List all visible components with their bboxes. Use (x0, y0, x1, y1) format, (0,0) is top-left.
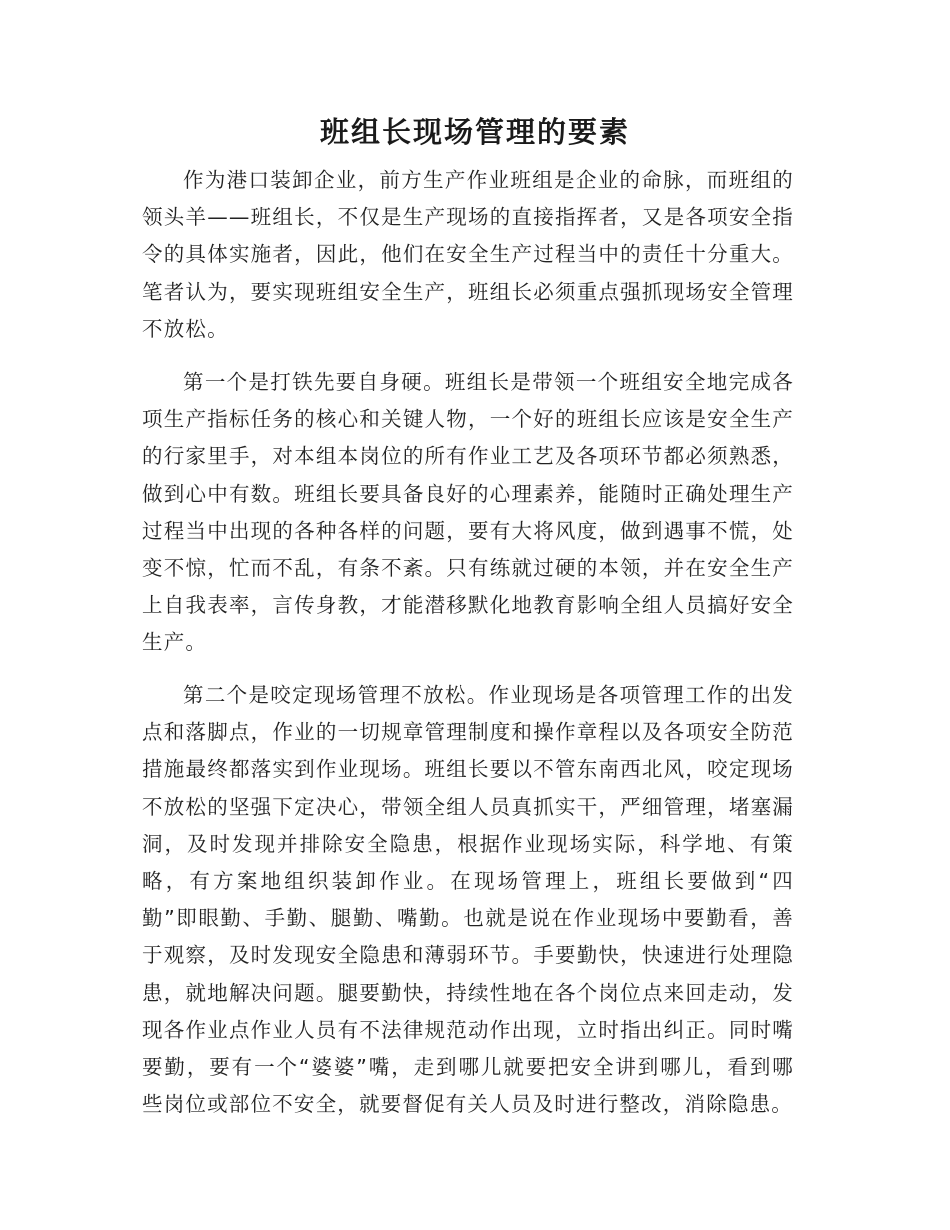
paragraph-first-point: 第一个是打铁先要自身硬。班组长是带领一个班组安全地完成各项生产指标任务的核心和关键人物，一个好的班组长应该是安全生产的行家里手，对本组本岗位的所有作业工艺及各项环节都必须熟悉，做到心中有数。班组长要具备良好的心理素养，能随时正确处理生产过程当中出现的各种各样的问题，要有大将风度，做到遇事不慌，处变不惊，忙而不乱，有条不紊。只有练就过硬的本领，并在安全生产上自我表率，言传身教，才能潜移默化地教育影响全组人员搞好安全生产。 (142, 370, 794, 655)
paragraph-intro: 作为港口装卸企业，前方生产作业班组是企业的命脉，而班组的领头羊——班组长，不仅是生产现场的直接指挥者，又是各项安全指令的具体实施者，因此，他们在安全生产过程当中的责任十分重大。笔者认为，要实现班组安全生产，班组长必须重点强抓现场安全管理不放松。 (142, 168, 794, 341)
document-title: 班组长现场管理的要素 (319, 115, 630, 149)
paragraph-second-point: 第二个是咬定现场管理不放松。作业现场是各项管理工作的出发点和落脚点，作业的一切规章管理制度和操作章程以及各项安全防范措施最终都落实到作业现场。班组长要以不管东南西北风，咬定现场不放松的坚强下定决心，带领全组人员真抓实干，严细管理，堵塞漏洞，及时发现并排除安全隐患，根据作业现场实际，科学地、有策略，有方案地组织装卸作业。在现场管理上，班组长要做到“四勤”即眼勤、手勤、腿勤、嘴勤。也就是说在作业现场中要勤看，善于观察，及时发现安全隐患和薄弱环节。手要勤快，快速进行处理隐患，就地解决问题。腿要勤快，持续性地在各个岗位点来回走动，发现各作业点作业人员有不法律规范动作出现，立时指出纠正。同时嘴要勤，要有一个“婆婆”嘴，走到哪儿就要把安全讲到哪儿，看到哪些岗位或部位不安全，就要督促有关人员及时进行整改，消除隐患。 (142, 683, 794, 1117)
